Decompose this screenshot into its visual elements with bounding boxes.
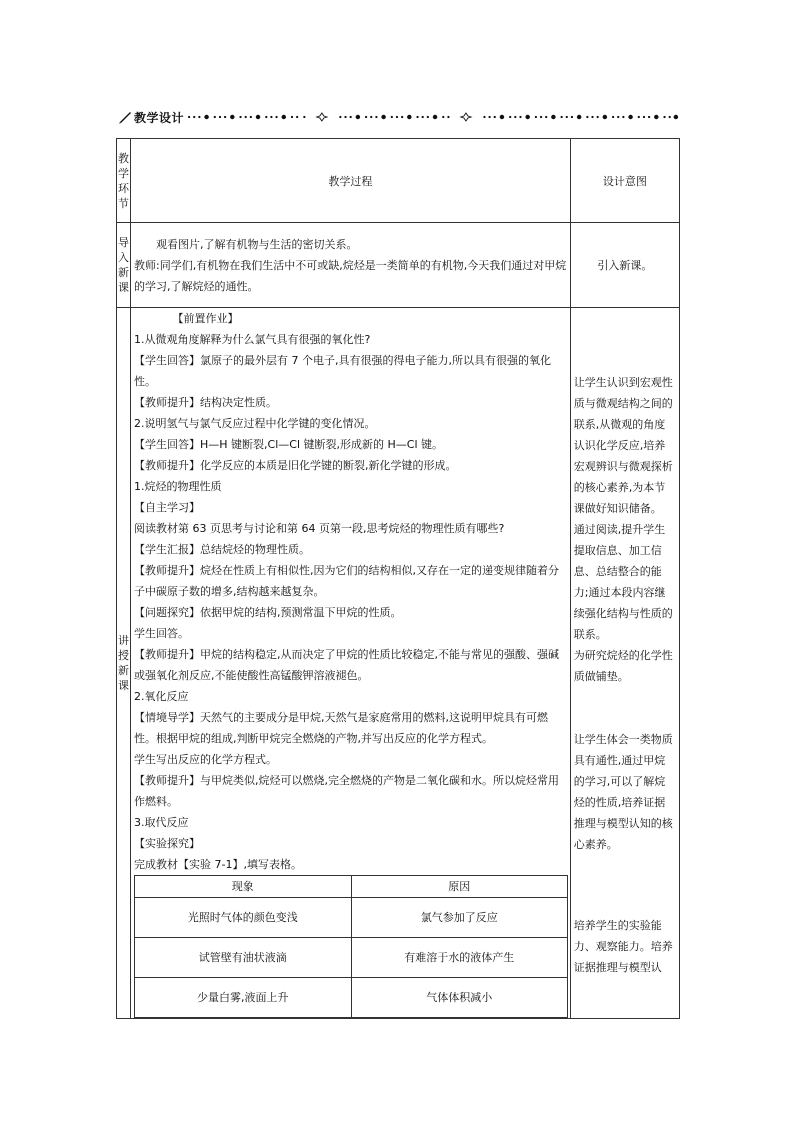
table-row [135, 978, 568, 1018]
dotted-divider [186, 112, 680, 122]
lecture-line: 【教师提升】与甲烷类似,烷烃可以燃烧,完全燃烧的产物是二氧化碳和水。所以烷烃常用作燃料。 [134, 774, 560, 808]
table-row [135, 898, 568, 938]
section-header [118, 108, 680, 126]
lecture-intent [570, 308, 679, 1019]
col-header-reason: 原因 [351, 876, 568, 898]
intro-row [117, 223, 680, 308]
phenomenon-cell: 少量白雾,液面上升 [135, 978, 352, 1018]
lecture-line: 1.从微观角度解释为什么氯气具有很强的氧化性? [134, 333, 371, 346]
experiment-header-row [135, 876, 568, 898]
section-title: 教学设计 [134, 110, 185, 125]
lecture-line: 【教师提升】化学反应的本质是旧化学键的断裂,新化学键的形成。 [134, 459, 457, 472]
lecture-line: 【情境导学】天然气的主要成分是甲烷,天然气是家庭常用的燃料,这说明甲烷具有可燃性。根据甲烷的组成,判断甲烷完全燃烧的产物,并写出反应的化学方程式。 [134, 711, 549, 745]
lecture-line: 【实验探究】 [134, 837, 201, 850]
lecture-line: 【自主学习】 [134, 501, 201, 514]
lecture-line: 【学生汇报】总结烷烃的物理性质。 [134, 543, 311, 556]
lecture-line: 【学生回答】氯原子的最外层有 7 个电子,具有很强的得电子能力,所以具有很强的氧化性。 [134, 354, 551, 388]
table-row [135, 938, 568, 978]
lecture-line: 2.氧化反应 [134, 690, 189, 703]
experiment-table [134, 875, 568, 1018]
intent-paragraph: 通过阅读,提升学生提取信息、加工信息、总结整合的能力;通过本段内容继续强化结构与性质的联系。 [573, 523, 673, 641]
process-header: 教学过程 [131, 139, 571, 223]
intent-header: 设计意图 [570, 139, 679, 223]
lecture-line: 【问题探究】依据甲烷的结构,预测常温下甲烷的性质。 [134, 606, 402, 619]
lecture-row [117, 308, 680, 1019]
lecture-line: 【教师提升】烷烃在性质上有相似性,因为它们的结构相似,又存在一定的递变规律随着分子中碳原子数的增多,结构越来越复杂。 [134, 564, 560, 598]
lecture-stage: 讲 授 新 课 [117, 308, 131, 1019]
reason-cell: 有难溶于水的液体产生 [351, 938, 568, 978]
lecture-line: 1.烷烃的物理性质 [134, 480, 222, 493]
lecture-line: 学生回答。 [134, 627, 190, 640]
lecture-line: 学生写出反应的化学方程式。 [134, 753, 278, 766]
lecture-line: 3.取代反应 [134, 816, 189, 829]
lecture-line: 【教师提升】结构决定性质。 [134, 396, 278, 409]
intent-paragraph: 让学生体会一类物质具有通性,通过甲烷的学习,可以了解烷烃的性质,培养证据推理与模型认知的核心素养。 [573, 733, 673, 851]
lecture-process [131, 308, 571, 1019]
intent-paragraph: 为研究烷烃的化学性质做铺垫。 [573, 649, 673, 683]
intro-process: 观看图片,了解有机物与生活的密切关系。 教师:同学们,有机物在我们生活中不可或缺,烷烃是一类简单的有机物,今天我们通过对甲烷的学习,了解烷烃的通性。 [131, 223, 571, 308]
table-header-row [117, 139, 680, 223]
reason-cell: 氯气参加了反应 [351, 898, 568, 938]
lecture-line: 【教师提升】甲烷的结构稳定,从而决定了甲烷的性质比较稳定,不能与常见的强酸、强碱或强氧化剂反应,不能使酸性高锰酸钾溶液褪色。 [134, 648, 560, 682]
pen-icon [118, 110, 132, 124]
lecture-line: 【学生回答】H—H 键断裂,Cl—Cl 键断裂,形成新的 H—Cl 键。 [134, 438, 444, 451]
intent-paragraph: 让学生认识到宏观性质与微观结构之间的联系,从微观的角度认识化学反应,培养宏观辨识与微观探析的核心素养,为本节课做好知识储备。 [573, 376, 673, 515]
reason-cell: 气体体积减小 [351, 978, 568, 1018]
lesson-design-table [116, 138, 680, 1019]
lecture-line: 2.说明氢气与氯气反应过程中化学键的变化情况。 [134, 417, 376, 430]
intro-intent: 引入新课。 [570, 223, 679, 308]
lecture-line: 【前置作业】 [172, 312, 239, 325]
col-header-phenomenon: 现象 [135, 876, 352, 898]
lecture-line: 阅读教材第 63 页思考与讨论和第 64 页第一段,思考烷烃的物理性质有哪些? [134, 522, 505, 535]
intro-stage: 导 入 新 课 [117, 223, 131, 308]
stage-header: 教 学 环 节 [117, 139, 131, 223]
lecture-line: 完成教材【实验 7-1】,填写表格。 [134, 858, 302, 871]
phenomenon-cell: 光照时气体的颜色变浅 [135, 898, 352, 938]
phenomenon-cell: 试管壁有油状液滴 [135, 938, 352, 978]
intent-paragraph: 培养学生的实验能力、观察能力。培养证据推理与模型认 [573, 919, 673, 974]
